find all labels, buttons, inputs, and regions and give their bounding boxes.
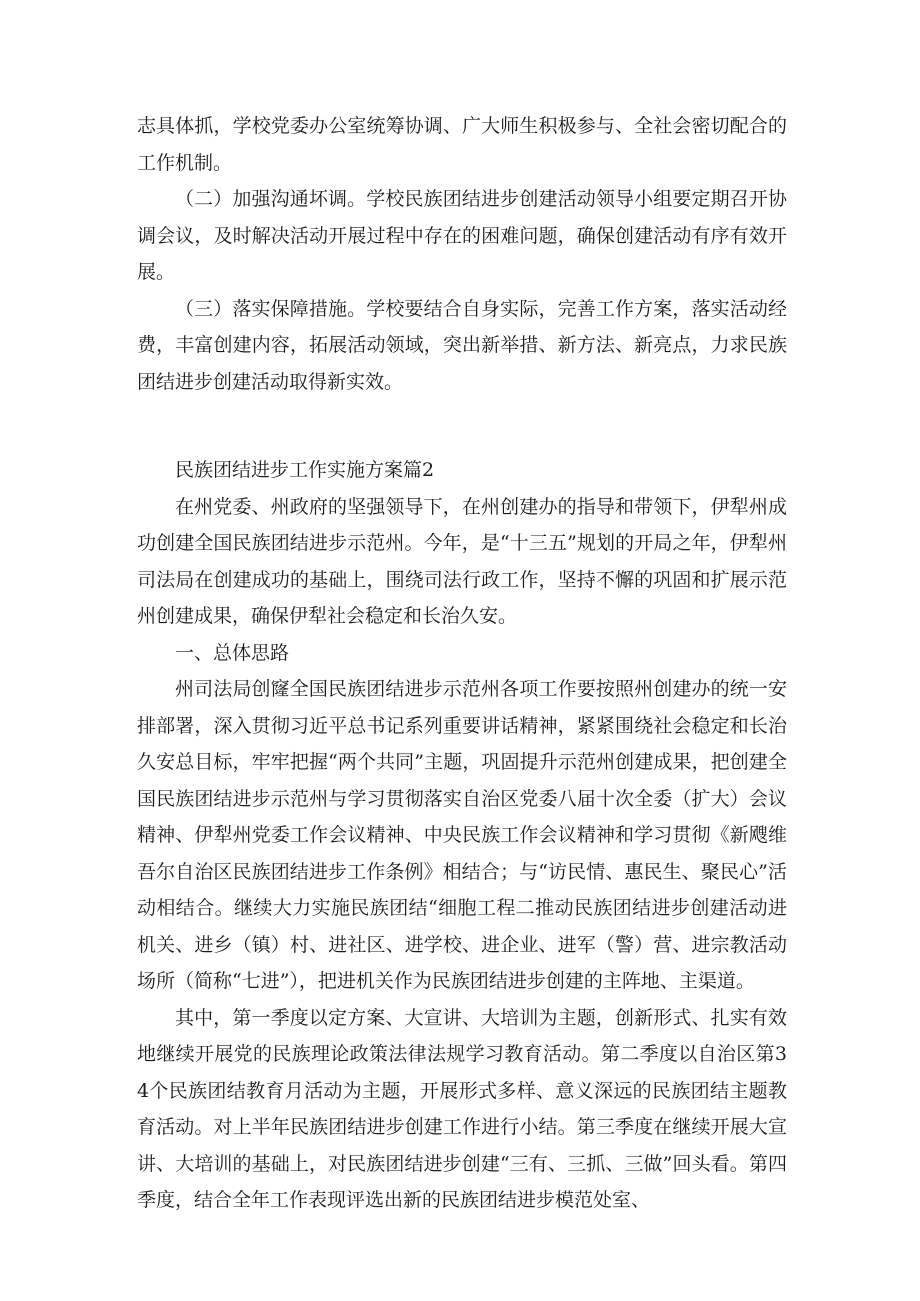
section-gap	[137, 400, 787, 452]
paragraph-introduction: 在州党委、州政府的坚强领导下，在州创建办的指导和带领下，伊犁州成功创建全国民族团结进步示范州。今年，是“十三五”规划的开局之年，伊犁州司法局在创建成功的基础上，围绕司法行政工作，坚持不懈的巩固和扩展示范州创建成果，确保伊犁社会稳定和长治久安。	[137, 495, 787, 627]
paragraph-work-mechanism: 志具体抓，学校党委办公室统筹协调、广大师生积极参与、全社会密切配合的工作机制。	[137, 115, 787, 174]
document-body	[137, 108, 787, 1219]
paragraph-safeguards: （三）落实保障措施。学校要结合自身实际，完善工作方案，落实活动经费，丰富创建内容，拓展活动领域，突出新举措、新方法、新亮点，力求民族团结进步创建活动取得新实效。	[137, 297, 787, 393]
paragraph-overall-approach: 州司法局创窿全国民族团结进步示范州各项工作要按照州创建办的统一安排部署，深入贯彻习近平总书记系列重要讲话精神，紧紧围绕社会稳定和长治久安总目标，牢牢把握“两个共同”主题，巩固提升示范州创建成果，把创建全国民族团结进步示范州与学习贯彻落实自治区党委八届十次全委（扩大）会议精神、伊犁州党委工作会议精神、中央民族工作会议精神和学习贯彻《新飕维吾尔自治区民族团结进步工作条例》相结合；与“访民情、惠民生、聚民心”活动相结合。继续大力实施民族团结“细胞工程二推动民族团结进步创建活动进机关、进乡（镇）村、进社区、进学校、进企业、进军（警）营、进宗教活动场所（简称“七进”），把进机关作为民族团结进步创建的主阵地、主渠道。	[137, 678, 787, 992]
section-title-plan-2: 民族团结进步工作实施方案篇2	[175, 459, 435, 481]
paragraph-communication: （二）加强沟通坏调。学校民族团结进步创建活动领导小组要定期召开协调会议，及时解决活动开展过程中存在的困难问题，确保创建活动有序有效开展。	[137, 188, 787, 283]
heading-overall-approach: 一、总体思路	[175, 641, 290, 664]
paragraph-quarterly-plan: 其中，第一季度以定方案、大宣讲、大培训为主题，创新形式、扎实有效地继续开展党的民族理论政策法律法规学习教育活动。第二季度以自治区第34个民族团结教育月活动为主题，开展形式多样、意义深远的民族团结主题教育活动。对上半年民族团结进步创建工作进行小结。第三季度在继续开展大宣讲、大培训的基础上，对民族团结进步创建“三有、三抓、三做”回头看。第四季度，结合全年工作表现评选出新的民族团结进步模范处室、	[137, 1006, 787, 1211]
